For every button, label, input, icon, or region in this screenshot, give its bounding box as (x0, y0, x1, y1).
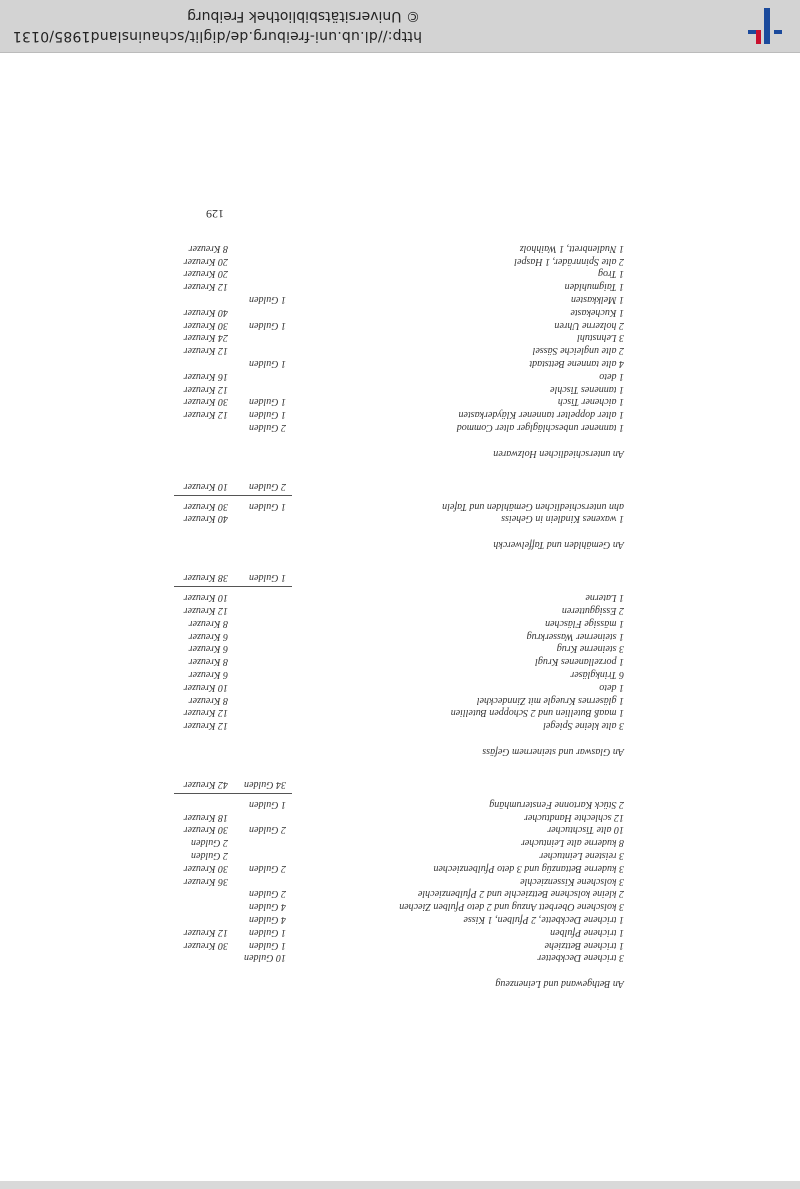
row-text: 1 waxenes Kindlein in Geheiss (501, 513, 624, 525)
row-kreuzer: 16 Kreuzer (183, 370, 228, 382)
inventory-row (174, 835, 624, 848)
sum-divider (174, 793, 292, 794)
row-kreuzer: 30 Kreuzer (183, 319, 228, 331)
inventory-row (174, 718, 624, 731)
row-gulden: 1 Gulden (249, 396, 286, 408)
row-gulden: 10 Gulden (244, 952, 286, 964)
row-kreuzer: 20 Kreuzer (183, 255, 228, 267)
row-gulden: 1 Gulden (249, 926, 286, 938)
inventory-row (174, 590, 624, 603)
document-url-link[interactable]: http://dl.ub.uni-freiburg.de/diglit/schauinsland1985/0131 (12, 28, 422, 44)
sum-divider (174, 586, 292, 587)
row-kreuzer: 12 Kreuzer (183, 720, 228, 732)
row-text: 1 Nudlenbrett, 1 Waihholz (519, 242, 624, 254)
inventory-row (174, 848, 624, 861)
row-text: 1 Trog (597, 268, 624, 280)
section-total-row (174, 570, 624, 583)
row-text: 12 schlechte Handtucher (524, 811, 624, 823)
row-gulden: 2 Gulden (249, 421, 286, 433)
row-text: 8 kuderne alte Leintucher (520, 837, 624, 849)
inventory-row (174, 394, 624, 407)
inventory-row (174, 616, 624, 629)
row-gulden: 4 Gulden (249, 914, 286, 925)
row-text: 1 deto (599, 370, 624, 382)
page-number: 129 (206, 207, 224, 222)
section-heading: An unterschiedlichen Holzwaren (493, 447, 624, 459)
inventory-row (174, 938, 624, 951)
inventory-row (174, 925, 624, 938)
footer-bar (0, 0, 800, 53)
section-total-row (174, 777, 624, 790)
row-text: 2 kleine kolschene Bettziechle und 2 Pfulbenziechle (417, 888, 624, 900)
inventory-row (174, 330, 624, 343)
row-text: 3 kuderne Bettanzüg und 3 deto Pfulbenziechen (433, 862, 624, 874)
row-kreuzer: 40 Kreuzer (183, 306, 228, 318)
inventory-row (174, 797, 624, 810)
row-gulden: 1 Gulden (249, 798, 286, 810)
row-gulden: 1 Gulden (249, 409, 286, 421)
total-gulden: 34 Gulden (244, 779, 286, 790)
inventory-row (174, 810, 624, 823)
inventory-row (174, 241, 624, 254)
row-kreuzer: 20 Kreuzer (183, 268, 228, 280)
inventory-row (174, 680, 624, 693)
row-text: 2 Stück Kartonne Fensterumhäng (489, 798, 624, 810)
inventory-row (174, 899, 624, 912)
inventory-row (174, 950, 624, 963)
row-text: 1 alter doppelter tannener Kläyderkasten (458, 409, 624, 421)
total-kreuzer: 10 Kreuzer (183, 480, 228, 492)
row-text: 3 alte kleine Spiegel (543, 720, 624, 732)
row-kreuzer: 8 Kreuzer (188, 694, 228, 706)
row-kreuzer: 6 Kreuzer (188, 668, 228, 680)
row-text: 2 alte ungleiche Sässel (532, 345, 624, 357)
row-gulden: 1 Gulden (249, 357, 286, 369)
inventory-row (174, 407, 624, 420)
row-text: 1 trichene Deckbette, 2 Pfulben, 1 Kisse (463, 914, 624, 925)
row-kreuzer: 6 Kreuzer (188, 643, 228, 655)
row-kreuzer: 8 Kreuzer (188, 617, 228, 629)
inventory-row (174, 654, 624, 667)
row-kreuzer: 12 Kreuzer (183, 383, 228, 395)
row-kreuzer: 12 Kreuzer (183, 345, 228, 357)
university-logo-icon (748, 8, 782, 44)
row-kreuzer: 12 Kreuzer (183, 409, 228, 421)
sum-divider (174, 495, 292, 496)
inventory-row (174, 499, 624, 512)
inventory-row (174, 356, 624, 369)
inventory-row (174, 705, 624, 718)
row-kreuzer: 12 Kreuzer (183, 926, 228, 938)
inventory-row (174, 641, 624, 654)
inventory-row (174, 369, 624, 382)
row-text: 1 tannener unbeschläglger alter Commod (456, 421, 624, 433)
inventory-row (174, 266, 624, 279)
row-kreuzer: 24 Kreuzer (183, 332, 228, 344)
row-kreuzer: 2 Gulden (191, 837, 228, 849)
row-text: 1 deto (599, 681, 624, 693)
row-gulden: 4 Gulden (249, 901, 286, 913)
row-kreuzer: 12 Kreuzer (183, 604, 228, 616)
row-text: 1 Kuchekaste (570, 306, 624, 318)
row-kreuzer: 8 Kreuzer (188, 242, 228, 254)
row-text: 2 Essiggutteren (561, 604, 624, 616)
row-text: 2 holzerne Uhren (554, 319, 624, 331)
row-gulden: 1 Gulden (249, 319, 286, 331)
row-kreuzer: 36 Kreuzer (183, 875, 228, 887)
row-kreuzer: 12 Kreuzer (183, 707, 228, 719)
copyright-notice: © Universitätsbibliothek Freiburg (187, 8, 420, 24)
row-kreuzer: 40 Kreuzer (183, 513, 228, 525)
row-gulden: 2 Gulden (249, 824, 286, 836)
row-text: 4 alte tannene Bettstadt (529, 357, 624, 369)
row-kreuzer: 10 Kreuzer (183, 681, 228, 693)
total-kreuzer: 42 Kreuzer (183, 779, 228, 790)
inventory-row (174, 667, 624, 680)
row-kreuzer: 30 Kreuzer (183, 500, 228, 512)
row-text: 1 tannenes Tischle (550, 383, 624, 395)
total-gulden: 1 Gulden (249, 572, 286, 584)
inventory-row (174, 318, 624, 331)
row-kreuzer: 30 Kreuzer (183, 396, 228, 408)
inventory-row (174, 279, 624, 292)
row-gulden: 1 Gulden (249, 939, 286, 951)
inventory-row (174, 511, 624, 524)
inventory-row (174, 912, 624, 925)
row-kreuzer: 30 Kreuzer (183, 939, 228, 951)
inventory-row (174, 382, 624, 395)
inventory-row (174, 603, 624, 616)
row-text: 3 steinerne Krug (556, 643, 624, 655)
row-kreuzer: 30 Kreuzer (183, 824, 228, 836)
row-text: 3 trichene Deckbetter (537, 952, 624, 964)
row-text: 1 Laterne (585, 592, 624, 604)
row-kreuzer: 6 Kreuzer (188, 630, 228, 642)
section-heading: An Bethgewand und Leinenzeug (495, 978, 624, 989)
row-kreuzer: 30 Kreuzer (183, 862, 228, 874)
row-gulden: 1 Gulden (249, 293, 286, 305)
inventory-row (174, 874, 624, 887)
section-total-row (174, 479, 624, 492)
section-heading: An Glaswar und steinernem Gefäss (482, 745, 624, 757)
row-text: 1 trichene Bettziehe (544, 939, 624, 951)
total-gulden: 2 Gulden (249, 480, 286, 492)
inventory-row (174, 886, 624, 899)
row-text: 3 reistene Leintucher (539, 850, 624, 861)
section-heading: An Gemählden und Taffelwerckh (493, 539, 624, 551)
row-text: 1 Taigmuhlden (564, 281, 624, 293)
inventory-row (174, 693, 624, 706)
inventory-row (174, 254, 624, 267)
row-text: 6 Trinkgläser (570, 668, 624, 680)
inventory-row (174, 420, 624, 433)
row-kreuzer: 2 Gulden (191, 850, 228, 861)
inventory-row (174, 629, 624, 642)
row-kreuzer: 10 Kreuzer (183, 592, 228, 604)
inventory-row (174, 861, 624, 874)
row-kreuzer: 18 Kreuzer (183, 811, 228, 823)
total-kreuzer: 38 Kreuzer (183, 572, 228, 584)
row-gulden: 1 Gulden (249, 500, 286, 512)
inventory-row (174, 343, 624, 356)
row-text: 1 trichene Pfulben (550, 926, 624, 938)
inventory-row (174, 822, 624, 835)
row-gulden: 2 Gulden (249, 862, 286, 874)
header-band (0, 1181, 800, 1189)
row-kreuzer: 12 Kreuzer (183, 281, 228, 293)
row-text: 3 kolschene Oberbett Anzug und 2 deto Pfulben Ziechen (399, 901, 624, 913)
row-text: 1 aichener Tisch (557, 396, 624, 408)
row-text: 1 steinerner Wasserkrug (526, 630, 624, 642)
row-kreuzer: 8 Kreuzer (188, 656, 228, 668)
row-text: 1 porzellanenes Krugl (535, 656, 624, 668)
row-text: ahn unterschiedlichen Gemählden und Tafeln (442, 500, 624, 512)
row-text: 3 Lehnstuhl (577, 332, 624, 344)
row-text: 1 gläsernes Kruegle mit Zinndeckhel (476, 694, 624, 706)
row-text: 1 mässige Fläschen (545, 617, 624, 629)
row-gulden: 2 Gulden (249, 888, 286, 900)
row-text: 1 maaß Butellien und 2 Schoppen Butellien (450, 707, 624, 719)
row-text: 3 kolschene Kissenziechle (520, 875, 624, 887)
row-text: 1 Melkkasten (570, 293, 624, 305)
row-text: 10 alte Tischtucher (547, 824, 624, 836)
row-text: 2 alte Spinnräder, 1 Haspel (514, 255, 624, 267)
inventory-row (174, 305, 624, 318)
inventory-row (174, 292, 624, 305)
